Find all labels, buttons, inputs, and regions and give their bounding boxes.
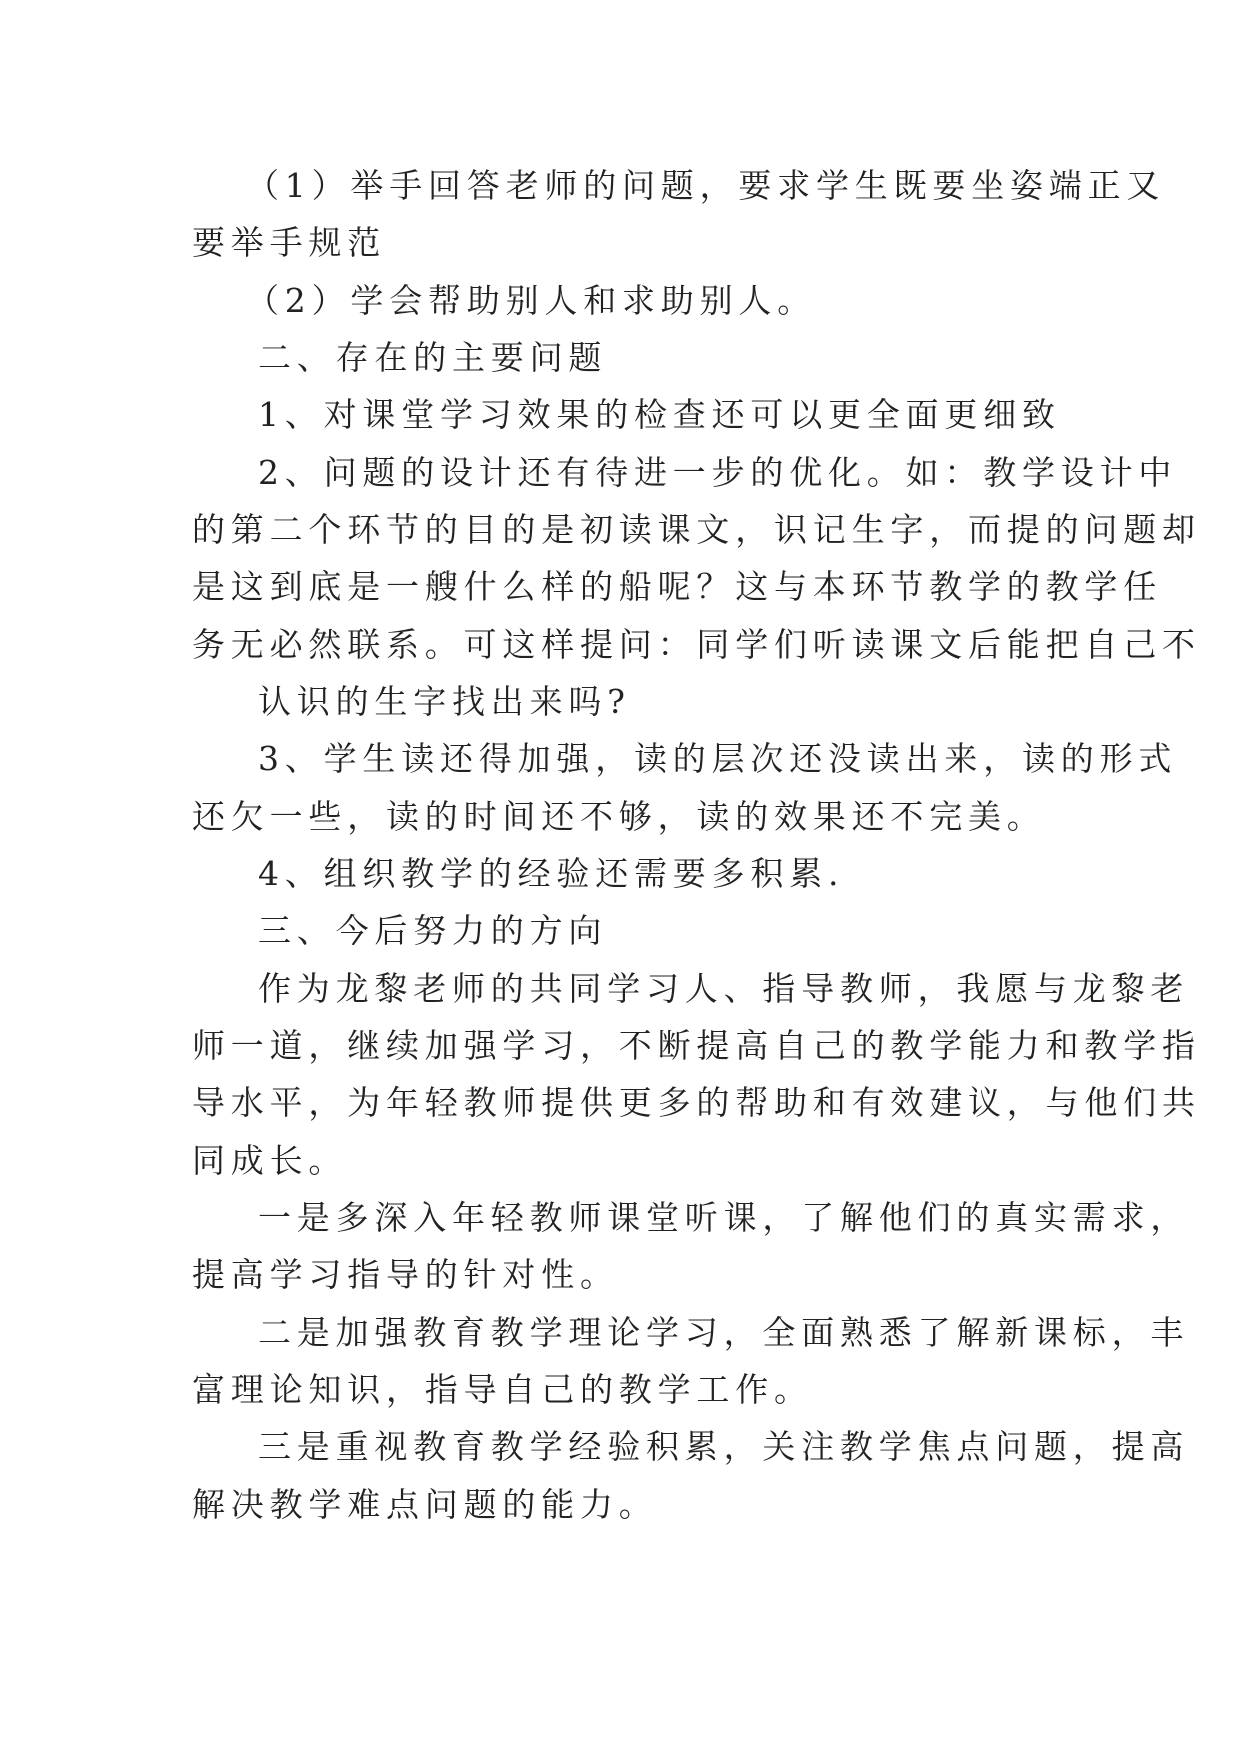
paragraph-line: （2）学会帮助别人和求助别人。	[246, 281, 816, 320]
paragraph-line: 还欠一些，读的时间还不够，读的效果还不完美。	[192, 797, 1046, 836]
paragraph-line: 1、对课堂学习效果的检查还可以更全面更细致	[258, 395, 1061, 434]
paragraph-line: 导水平，为年轻教师提供更多的帮助和有效建议，与他们共	[192, 1083, 1201, 1122]
paragraph-line: 三是重视教育教学经验积累，关注教学焦点问题，提高	[258, 1427, 1190, 1466]
paragraph-line: 二是加强教育教学理论学习，全面熟悉了解新课标，丰	[258, 1313, 1190, 1352]
paragraph-line: 作为龙黎老师的共同学习人、指导教师，我愿与龙黎老	[258, 969, 1190, 1008]
paragraph-line: 提高学习指导的针对性。	[192, 1255, 619, 1294]
section-heading: 三、今后努力的方向	[258, 911, 608, 950]
paragraph-line: 同成长。	[192, 1141, 348, 1180]
section-heading: 二、存在的主要问题	[258, 338, 608, 377]
paragraph-line: 务无必然联系。可这样提问：同学们听读课文后能把自己不	[192, 625, 1201, 664]
paragraph-line: 4、组织教学的经验还需要多积累.	[258, 854, 845, 893]
paragraph-line: 解决教学难点问题的能力。	[192, 1485, 658, 1524]
paragraph-line: 的第二个环节的目的是初读课文，识记生字，而提的问题却	[192, 510, 1201, 549]
paragraph-line: 要举手规范	[192, 223, 386, 262]
paragraph-line: 富理论知识，指导自己的教学工作。	[192, 1370, 813, 1409]
paragraph-line: 是这到底是一艘什么样的船呢？这与本环节教学的教学任	[192, 567, 1162, 606]
paragraph-line: 一是多深入年轻教师课堂听课，了解他们的真实需求，	[258, 1198, 1190, 1237]
paragraph-line: 认识的生字找出来吗?	[258, 682, 631, 721]
paragraph-line: 2、问题的设计还有待进一步的优化。如：教学设计中	[258, 453, 1178, 492]
paragraph-line: 3、学生读还得加强，读的层次还没读出来，读的形式	[258, 739, 1178, 778]
paragraph-line: 师一道，继续加强学习，不断提高自己的教学能力和教学指	[192, 1026, 1201, 1065]
paragraph-line: （1）举手回答老师的问题，要求学生既要坐姿端正又	[246, 166, 1166, 205]
